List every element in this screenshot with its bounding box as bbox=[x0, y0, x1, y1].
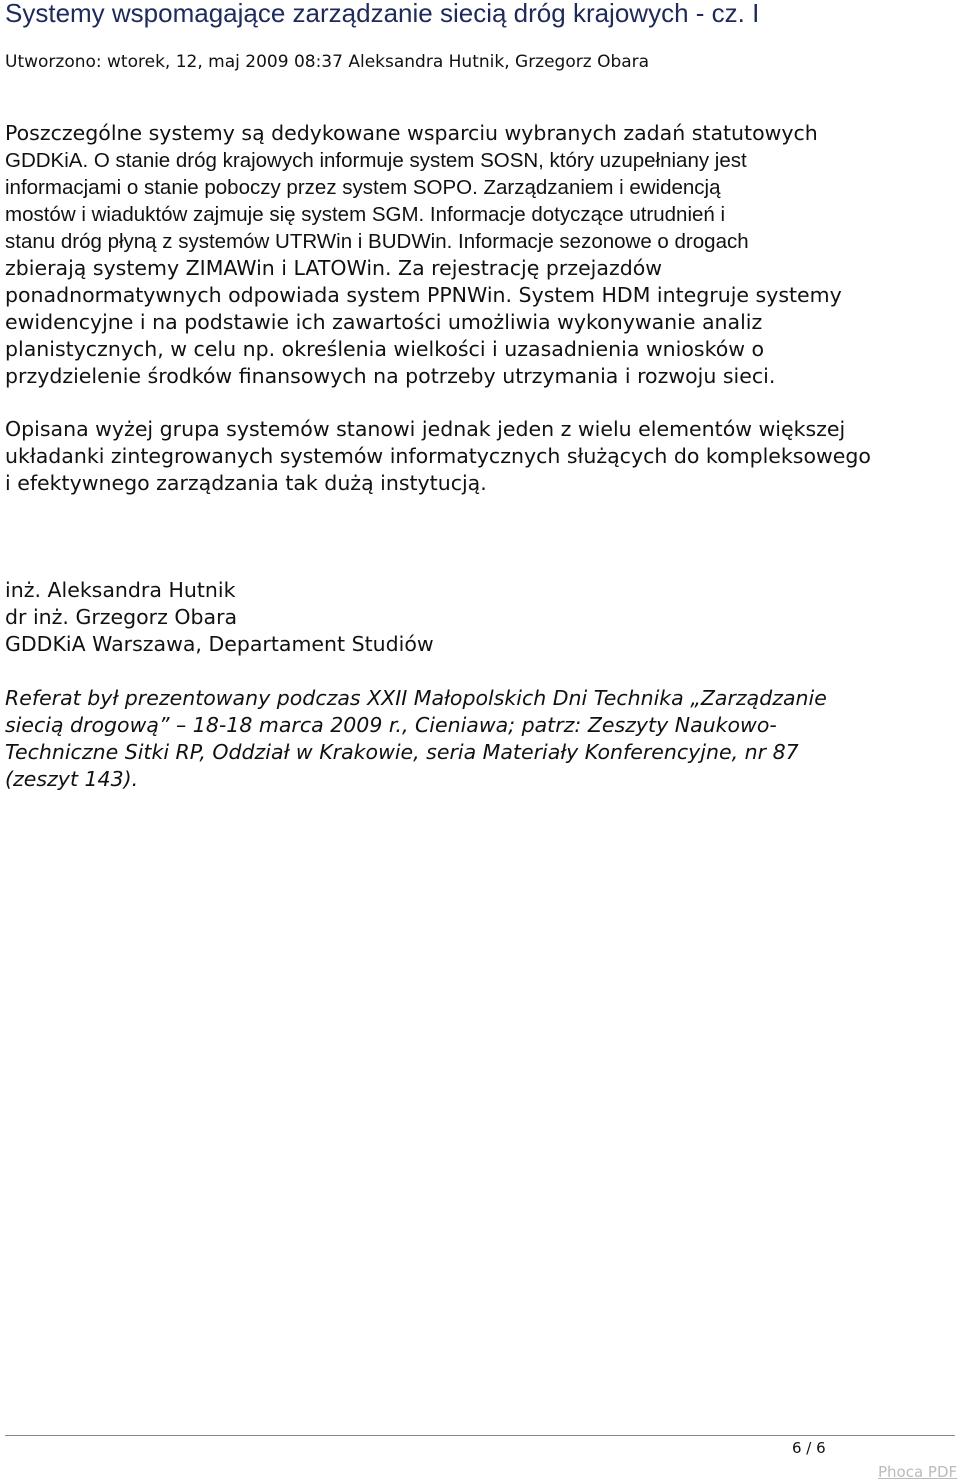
text-line: ewidencyjne i na podstawie ich zawartości umożliwia wykonywanie analiz bbox=[5, 310, 763, 334]
footer-divider bbox=[5, 1435, 955, 1436]
text-line: GDDKiA. O stanie dróg krajowych informuje system SOSN, który uzupełniany jest bbox=[5, 149, 747, 172]
reference-line: Techniczne Sitki RP, Oddział w Krakowie, seria Materiały Konferencyjne, nr 87 bbox=[5, 740, 799, 764]
text-line: stanu dróg płyną z systemów UTRWin i BUDWin. Informacje sezonowe o drogach bbox=[5, 230, 749, 253]
text-line: planistycznych, w celu np. określenia wielkości i uzasadnienia wniosków o bbox=[5, 337, 765, 361]
document-meta: Utworzono: wtorek, 12, maj 2009 08:37 Aleksandra Hutnik, Grzegorz Obara bbox=[5, 52, 650, 72]
text-line: mostów i wiaduktów zajmuje się system SGM. Informacje dotyczące utrudnień i bbox=[5, 203, 726, 226]
text-line: zbierają systemy ZIMAWin i LATOWin. Za rejestrację przejazdów bbox=[5, 256, 663, 280]
paragraph-systems bbox=[5, 120, 955, 390]
text-line: Poszczególne systemy są dedykowane wsparciu wybranych zadań statutowych bbox=[5, 121, 818, 145]
reference-line: Referat był prezentowany podczas XXII Małopolskich Dni Technika „Zarządzanie bbox=[5, 686, 827, 710]
signature-line: GDDKiA Warszawa, Departament Studiów bbox=[5, 632, 434, 656]
paragraph-summary bbox=[5, 416, 955, 497]
text-line: układanki zintegrowanych systemów informatycznych służących do kompleksowego bbox=[5, 444, 871, 468]
reference-line: siecią drogową” – 18-18 marca 2009 r., Cieniawa; patrz: Zeszyty Naukowo- bbox=[5, 713, 777, 737]
signature-line: dr inż. Grzegorz Obara bbox=[5, 605, 238, 629]
page-number: 6 / 6 bbox=[792, 1439, 826, 1457]
text-line: ponadnormatywnych odpowiada system PPNWin. System HDM integruje systemy bbox=[5, 283, 842, 307]
author-signature bbox=[5, 577, 955, 658]
reference-line: (zeszyt 143). bbox=[5, 767, 139, 791]
phoca-pdf-link[interactable]: Phoca PDF bbox=[878, 1463, 958, 1481]
text-line: Opisana wyżej grupa systemów stanowi jednak jeden z wielu elementów większej bbox=[5, 417, 846, 441]
text-line: przydzielenie środków finansowych na potrzeby utrzymania i rozwoju sieci. bbox=[5, 364, 776, 388]
document-title: Systemy wspomagające zarządzanie siecią dróg krajowych - cz. I bbox=[5, 0, 760, 28]
signature-line: inż. Aleksandra Hutnik bbox=[5, 578, 236, 602]
text-line: i efektywnego zarządzania tak dużą instytucją. bbox=[5, 471, 487, 495]
text-line: informacjami o stanie poboczy przez system SOPO. Zarządzaniem i ewidencją bbox=[5, 176, 721, 199]
reference-note bbox=[5, 685, 955, 793]
